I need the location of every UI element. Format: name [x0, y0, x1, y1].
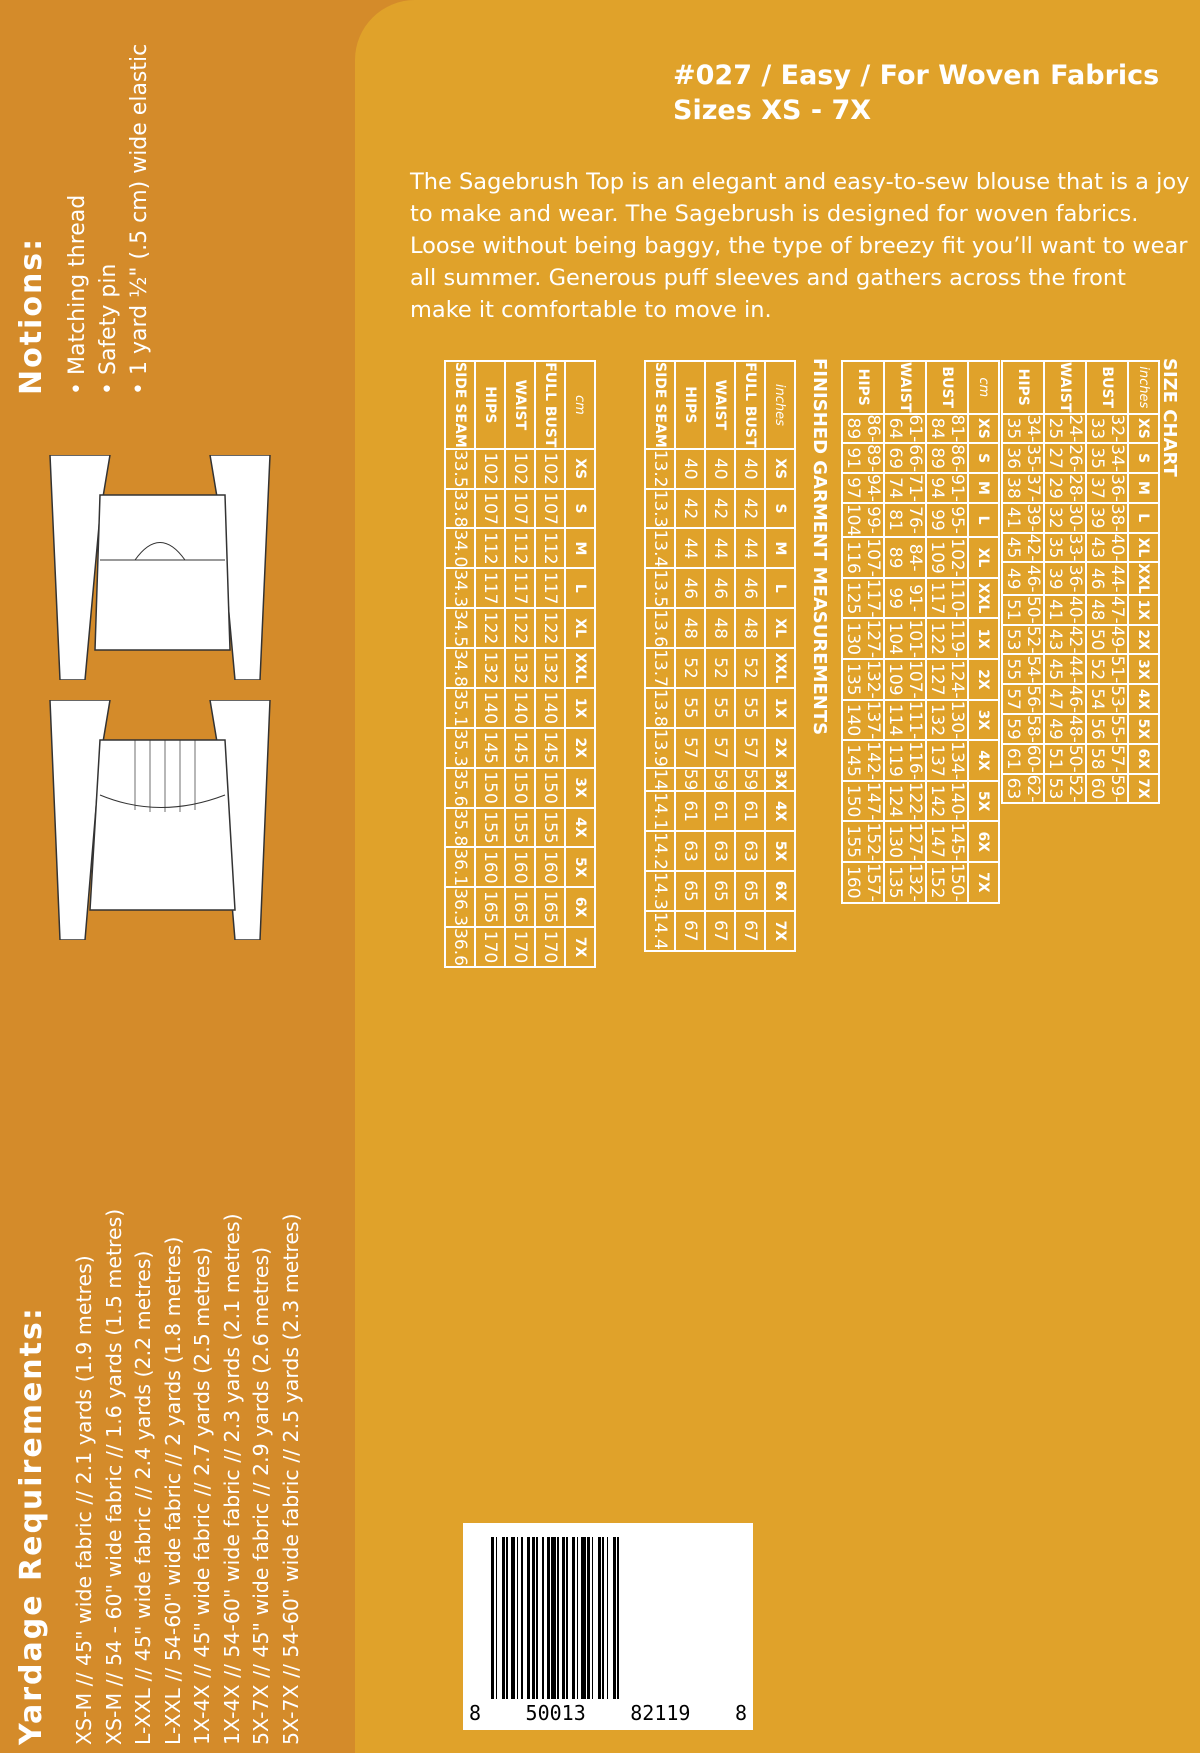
measurement-value: 57 [735, 728, 765, 768]
measurement-value: 32-33 [1087, 414, 1127, 443]
size-header: XXL [765, 648, 795, 688]
measurement-value: 57-58 [1087, 744, 1127, 773]
measurement-value: 107-109 [885, 660, 925, 699]
measurement-value: 58-59 [1003, 715, 1043, 743]
yardage-item: 1X-4X // 45" wide fabric // 2.7 yards (2.5 metres) [190, 1246, 214, 1745]
measurement-value: 145 [475, 728, 505, 768]
size-header: 2X [1128, 625, 1159, 655]
barcode-digit-group: 8 [469, 1701, 482, 1725]
measurement-value: 55-56 [1087, 715, 1127, 743]
measurement-value: 132 [535, 648, 565, 688]
garment-back-illustration [40, 455, 280, 680]
measurement-label: HIPS [675, 361, 705, 449]
measurement-value: 36-37 [1087, 474, 1127, 502]
size-header: 3X [765, 768, 795, 792]
unit-label: inches [765, 361, 795, 449]
yardage-title: Yardage Requirements: [14, 1306, 49, 1745]
measurement-value: 14.1 [645, 791, 675, 831]
measurement-value: 55 [735, 688, 765, 728]
measurement-value: 33.5 [445, 449, 475, 489]
size-header: XL [1128, 533, 1159, 563]
size-header: 2X [968, 659, 999, 700]
measurement-value: 61 [735, 791, 765, 831]
size-header: 7X [765, 911, 795, 951]
size-header: L [765, 568, 795, 608]
pattern-sizes: Sizes XS - 7X [673, 95, 872, 126]
measurement-value: 155 [475, 808, 505, 848]
barcode [463, 1523, 753, 1730]
measurement-value: 48 [675, 608, 705, 648]
size-header: XS [765, 449, 795, 489]
measurement-value: 37-38 [1003, 474, 1043, 502]
measurement-value: 30-32 [1045, 503, 1085, 532]
measurement-value: 40-43 [1087, 533, 1127, 562]
measurement-value: 107 [535, 489, 565, 529]
measurement-value: 132 [475, 648, 505, 688]
measurement-value: 122-124 [885, 781, 925, 821]
measurement-value: 124-127 [927, 660, 967, 699]
size-header: S [565, 489, 595, 529]
size-header: 4X [565, 808, 595, 848]
yardage-item: 1X-4X // 54-60" wide fabric // 2.3 yards (2.1 metres) [219, 1213, 244, 1745]
measurement-value: 145 [535, 728, 565, 768]
measurement-value: 112 [475, 528, 505, 568]
measurement-label: BUST [1086, 361, 1128, 414]
measurement-value: 49-50 [1087, 625, 1127, 654]
measurement-value: 132 [505, 648, 535, 688]
size-header: M [968, 473, 999, 503]
measurement-value: 52-53 [1045, 774, 1085, 803]
measurement-value: 107 [475, 489, 505, 529]
measurement-value: 24-25 [1045, 414, 1085, 443]
size-header: L [1128, 503, 1159, 533]
size-header: M [765, 528, 795, 568]
size-header: 4X [968, 740, 999, 781]
size-chart-cm-table [841, 360, 1000, 904]
measurement-value: 62-63 [1003, 774, 1043, 803]
measurement-value: 54-55 [1003, 655, 1043, 684]
size-header: 1X [1128, 595, 1159, 625]
measurement-value: 13.7 [645, 648, 675, 688]
size-header: M [1128, 473, 1159, 503]
measurement-value: 140-142 [927, 781, 967, 821]
measurement-value: 107 [505, 489, 535, 529]
measurement-value: 57 [705, 728, 735, 768]
size-header: XL [968, 537, 999, 578]
measurement-value: 46 [735, 568, 765, 608]
measurement-value: 34.0 [445, 528, 475, 568]
measurement-value: 67 [735, 911, 765, 951]
measurement-value: 155 [535, 808, 565, 848]
measurement-value: 117 [475, 568, 505, 608]
measurement-value: 65 [675, 871, 705, 911]
size-header: 1X [765, 688, 795, 728]
measurement-value: 34.8 [445, 648, 475, 688]
measurement-value: 35.8 [445, 808, 475, 848]
measurement-value: 33.8 [445, 489, 475, 529]
measurement-value: 13.6 [645, 608, 675, 648]
measurement-value: 86-89 [843, 414, 883, 443]
pattern-description: The Sagebrush Top is an elegant and easy-to-sew blouse that is a joy to make and wear. The Sagebrush is designed for woven fabrics. Loose without being baggy, the type of breezy fit you’ll want to wear all summer. Generous puff sleeves and gathers across the front make it comfortable to move in. [410, 169, 1190, 323]
measurement-value: 52 [735, 648, 765, 688]
size-header: 6X [1128, 744, 1159, 774]
measurement-value: 44-46 [1086, 562, 1128, 595]
measurement-value: 132-135 [885, 863, 925, 902]
finished-garment-title: FINISHED GARMENT MEASUREMENTS [809, 358, 830, 736]
measurement-value: 55 [705, 688, 735, 728]
measurement-value: 36.3 [445, 887, 475, 927]
measurement-value: 65 [735, 871, 765, 911]
measurement-value: 112 [505, 528, 535, 568]
measurement-value: 150 [475, 768, 505, 808]
measurement-value: 140 [505, 688, 535, 728]
measurement-value: 13.9 [645, 728, 675, 768]
size-header: 3X [1128, 654, 1159, 684]
finished-inches-table [644, 360, 796, 952]
measurement-label: FULL BUST [535, 361, 565, 449]
size-chart-inches-table [1001, 360, 1160, 804]
unit-label: cm [565, 361, 595, 449]
measurement-value: 40 [675, 449, 705, 489]
size-header: 5X [1128, 714, 1159, 744]
measurement-value: 67 [675, 911, 705, 951]
measurement-value: 127-130 [843, 619, 883, 659]
barcode-bar [619, 1537, 622, 1699]
size-header: 3X [968, 700, 999, 741]
measurement-value: 122 [505, 608, 535, 648]
measurement-value: 89-91 [843, 444, 883, 473]
measurement-value: 140 [475, 688, 505, 728]
size-header: 4X [1128, 684, 1159, 714]
unit-label: inches [1128, 361, 1159, 414]
measurement-value: 46 [675, 568, 705, 608]
measurement-value: 165 [535, 887, 565, 927]
measurement-value: 117-125 [843, 578, 883, 618]
measurement-label: WAIST [1044, 361, 1086, 414]
yardage-item: L-XXL // 45" wide fabric // 2.4 yards (2.2 metres) [131, 1250, 155, 1745]
measurement-value: 61 [675, 791, 705, 831]
unit-label: cm [968, 361, 999, 414]
measurement-value: 51-52 [1087, 655, 1127, 684]
size-header: 2X [765, 728, 795, 768]
measurement-value: 155 [505, 808, 535, 848]
measurement-value: 52 [705, 648, 735, 688]
size-header: M [565, 528, 595, 568]
size-header: XXL [1128, 562, 1159, 595]
measurement-value: 117 [505, 568, 535, 608]
size-header: 6X [968, 821, 999, 862]
measurement-value: 81-84 [927, 414, 967, 443]
measurement-value: 99-104 [843, 503, 883, 537]
measurement-value: 160 [475, 847, 505, 887]
measurement-value: 84-89 [884, 537, 926, 578]
measurement-value: 14 [645, 768, 675, 792]
measurement-value: 13.4 [645, 528, 675, 568]
measurement-value: 13.8 [645, 688, 675, 728]
notion-item: • Matching thread [62, 44, 93, 395]
measurement-value: 94-97 [843, 474, 883, 502]
measurement-value: 52 [675, 648, 705, 688]
measurement-value: 42 [735, 489, 765, 529]
measurement-value: 40-41 [1045, 595, 1085, 624]
measurement-value: 122 [475, 608, 505, 648]
size-header: 5X [765, 831, 795, 871]
measurement-value: 46-47 [1045, 685, 1085, 714]
size-header: S [1128, 443, 1159, 473]
measurement-label: HIPS [475, 361, 505, 449]
measurement-value: 107-116 [843, 538, 883, 577]
measurement-value: 40 [735, 449, 765, 489]
garment-front-illustration [40, 700, 280, 940]
barcode-digit-group: 8 [734, 1701, 747, 1725]
yardage-item: 5X-7X // 45" wide fabric // 2.9 yards (2.6 metres) [249, 1246, 273, 1745]
measurement-label: WAIST [705, 361, 735, 449]
measurement-value: 13.3 [645, 489, 675, 529]
measurement-value: 71-74 [885, 474, 925, 502]
measurement-value: 13.2 [645, 449, 675, 489]
measurement-value: 53-54 [1087, 685, 1127, 714]
size-header: 7X [565, 927, 595, 967]
measurement-value: 40 [705, 449, 735, 489]
measurement-value: 35-36 [1003, 444, 1043, 473]
measurement-value: 33-35 [1045, 533, 1085, 562]
yardage-item: XS-M // 54 - 60" wide fabric // 1.6 yards (1.5 metres) [101, 1208, 126, 1745]
measurement-value: 102 [535, 449, 565, 489]
measurement-value: 34-35 [1003, 414, 1043, 443]
measurement-value: 42-43 [1045, 625, 1085, 654]
size-header: 7X [1128, 774, 1159, 804]
yardage-item: XS-M // 45" wide fabric // 2.1 yards (1.9 metres) [72, 1255, 96, 1745]
barcode-digit-group: 82119 [630, 1701, 691, 1725]
size-header: XL [765, 608, 795, 648]
measurement-value: 48 [735, 608, 765, 648]
measurement-value: 170 [535, 927, 565, 967]
measurement-value: 44-45 [1045, 655, 1085, 684]
size-header: 5X [968, 781, 999, 822]
measurement-value: 44 [705, 528, 735, 568]
measurement-value: 102-109 [927, 538, 967, 577]
measurement-value: 102 [505, 449, 535, 489]
measurement-value: 50-51 [1003, 595, 1043, 624]
measurement-value: 76-81 [884, 503, 926, 537]
measurement-value: 46-49 [1002, 562, 1044, 595]
measurement-label: SIDE SEAM [645, 361, 675, 449]
measurement-value: 26-27 [1045, 444, 1085, 473]
measurement-value: 59-60 [1087, 774, 1127, 803]
notions-title: Notions: [14, 236, 49, 395]
measurement-value: 142-145 [843, 741, 883, 780]
measurement-value: 140 [535, 688, 565, 728]
measurement-value: 165 [475, 887, 505, 927]
measurement-label: WAIST [884, 361, 926, 414]
measurement-label: WAIST [505, 361, 535, 449]
measurement-value: 160 [505, 847, 535, 887]
size-header: L [565, 568, 595, 608]
measurement-value: 36-39 [1044, 562, 1086, 595]
measurement-value: 132-135 [843, 660, 883, 699]
measurement-value: 63 [705, 831, 735, 871]
measurement-value: 91-99 [884, 578, 926, 619]
measurement-value: 34.5 [445, 608, 475, 648]
measurement-value: 102 [475, 449, 505, 489]
measurement-label: FULL BUST [735, 361, 765, 449]
measurement-value: 35.6 [445, 768, 475, 808]
measurement-value: 55 [675, 688, 705, 728]
measurement-value: 59 [705, 768, 735, 792]
measurement-value: 160 [535, 847, 565, 887]
size-header: L [968, 503, 999, 537]
size-header: 2X [565, 728, 595, 768]
measurement-value: 35.1 [445, 688, 475, 728]
notion-item: • Safety pin [93, 44, 124, 395]
measurement-value: 152-155 [843, 822, 883, 862]
measurement-value: 145-147 [927, 822, 967, 862]
measurement-value: 101-104 [885, 619, 925, 659]
measurement-value: 56-57 [1003, 685, 1043, 714]
measurement-value: 150 [535, 768, 565, 808]
measurement-value: 57 [675, 728, 705, 768]
size-header: 1X [565, 688, 595, 728]
measurement-value: 137-140 [843, 700, 883, 740]
measurement-value: 130-132 [927, 700, 967, 740]
measurement-value: 52-53 [1003, 625, 1043, 654]
measurement-value: 127-130 [885, 822, 925, 862]
yardage-list [70, 1209, 306, 1745]
measurement-value: 147-150 [843, 781, 883, 821]
measurement-value: 86-89 [927, 444, 967, 473]
size-header: XS [1128, 414, 1159, 444]
measurement-value: 66-69 [885, 444, 925, 473]
measurement-value: 145 [505, 728, 535, 768]
measurement-value: 59 [675, 768, 705, 792]
pattern-title: #027 / Easy / For Woven Fabrics [673, 60, 1160, 91]
measurement-value: 14.3 [645, 871, 675, 911]
measurement-value: 35.3 [445, 728, 475, 768]
measurement-value: 111-114 [885, 700, 925, 740]
measurement-label: HIPS [842, 361, 884, 414]
size-header: XXL [968, 578, 999, 619]
measurement-value: 95-99 [926, 503, 968, 537]
size-header: 6X [565, 887, 595, 927]
measurement-value: 60-61 [1003, 744, 1043, 773]
size-header: S [968, 443, 999, 473]
measurement-value: 67 [705, 911, 735, 951]
measurement-value: 36.6 [445, 927, 475, 967]
measurement-value: 117 [535, 568, 565, 608]
size-header: S [765, 489, 795, 529]
measurement-value: 42 [705, 489, 735, 529]
measurement-value: 61-64 [885, 414, 925, 443]
measurement-value: 34.3 [445, 568, 475, 608]
measurement-value: 38-39 [1087, 503, 1127, 532]
measurement-value: 63 [675, 831, 705, 871]
measurement-value: 59 [735, 768, 765, 792]
measurement-value: 47-48 [1087, 595, 1127, 624]
measurement-value: 28-29 [1045, 474, 1085, 502]
size-header: 1X [968, 618, 999, 659]
measurement-value: 110-117 [927, 578, 967, 618]
measurement-value: 119-122 [927, 619, 967, 659]
yardage-item: L-XXL // 54-60" wide fabric // 2 yards (1.8 metres) [160, 1236, 185, 1745]
finished-cm-table [444, 360, 596, 968]
size-header: 6X [765, 871, 795, 911]
measurement-value: 13.5 [645, 568, 675, 608]
measurement-value: 65 [705, 871, 735, 911]
size-header: XL [565, 608, 595, 648]
barcode-bars [491, 1537, 725, 1699]
measurement-value: 170 [475, 927, 505, 967]
measurement-value: 42-45 [1003, 533, 1043, 562]
size-header: XXL [565, 648, 595, 688]
size-header: 7X [968, 862, 999, 903]
measurement-value: 46 [705, 568, 735, 608]
measurement-value: 165 [505, 887, 535, 927]
size-chart-title: SIZE CHART [1159, 358, 1180, 477]
barcode-digits [469, 1701, 747, 1725]
measurement-value: 112 [535, 528, 565, 568]
measurement-value: 14.4 [645, 911, 675, 951]
yardage-item: 5X-7X // 54-60" wide fabric // 2.5 yards (2.3 metres) [278, 1213, 303, 1745]
measurement-label: SIDE SEAM [445, 361, 475, 449]
measurement-value: 44 [675, 528, 705, 568]
measurement-value: 42 [675, 489, 705, 529]
size-header: XS [565, 449, 595, 489]
measurement-value: 150-152 [927, 863, 967, 902]
measurement-value: 14.2 [645, 831, 675, 871]
measurement-value: 44 [735, 528, 765, 568]
measurement-value: 116-119 [885, 741, 925, 780]
notion-item: • 1 yard ½" (.5 cm) wide elastic [124, 44, 155, 395]
size-header: XS [968, 414, 999, 444]
size-header: 4X [765, 791, 795, 831]
measurement-label: HIPS [1002, 361, 1044, 414]
barcode-digit-group: 50013 [525, 1701, 586, 1725]
measurement-value: 61 [705, 791, 735, 831]
measurement-value: 170 [505, 927, 535, 967]
measurement-value: 48 [705, 608, 735, 648]
measurement-value: 134-137 [927, 741, 967, 780]
size-header: 3X [565, 768, 595, 808]
measurement-label: BUST [926, 361, 968, 414]
measurement-value: 39-41 [1003, 503, 1043, 532]
pattern-header [673, 58, 1159, 128]
measurement-value: 150 [505, 768, 535, 808]
measurement-value: 157-160 [843, 863, 883, 902]
measurement-value: 50-51 [1045, 744, 1085, 773]
measurement-value: 91-94 [927, 474, 967, 502]
measurement-value: 36.1 [445, 847, 475, 887]
measurement-value: 34-35 [1087, 444, 1127, 473]
measurement-value: 122 [535, 608, 565, 648]
size-header: 5X [565, 847, 595, 887]
measurement-value: 63 [735, 831, 765, 871]
notions-list [62, 44, 155, 395]
measurement-value: 48-49 [1045, 715, 1085, 743]
